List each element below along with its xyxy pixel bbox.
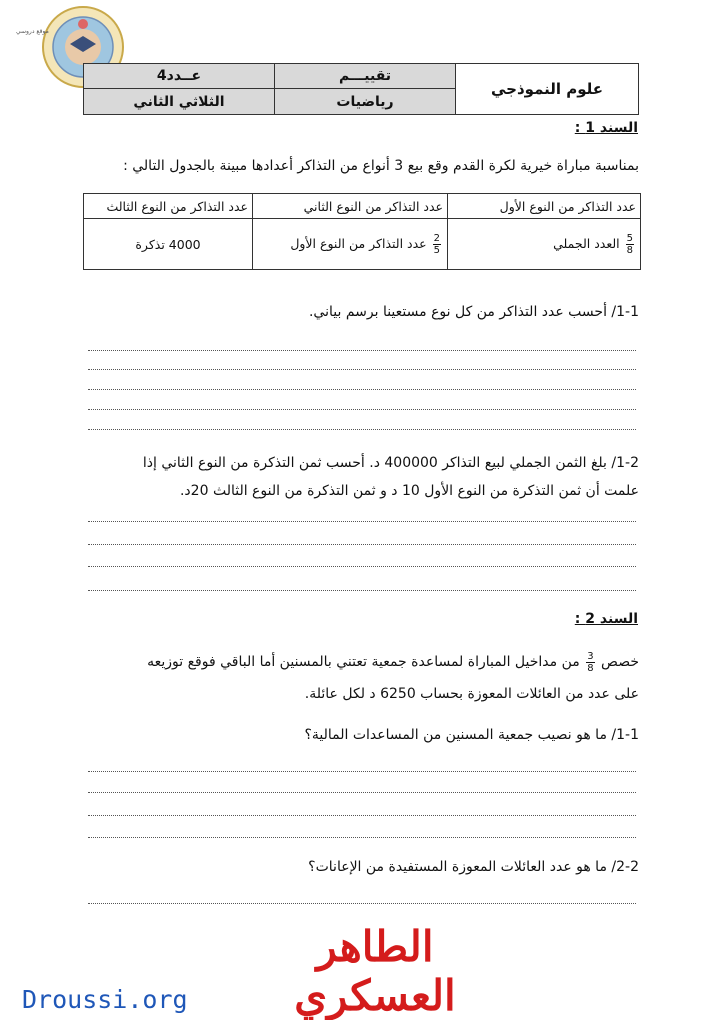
answer-line[interactable] [88, 903, 636, 904]
site-watermark: Droussi.org [22, 985, 188, 1014]
table-cell-type1: $\frac{5}{8}$ العدد الجملي [448, 219, 641, 270]
sanad1-question1: 1-1/ أحسب عدد التذاكر من كل نوع مستعينا برسم بياني. [308, 304, 639, 320]
author-signature: الطاهر العسكري [294, 922, 456, 1020]
header-term: الثلاثي الثاني [84, 89, 275, 114]
tickets-table [83, 193, 641, 270]
answer-line[interactable] [88, 409, 636, 410]
sanad1-question2-line2: علمت أن ثمن التذكرة من النوع الأول 10 د و ثمن التذكرة من النوع الثالث 20د. [179, 483, 639, 499]
fraction-3-8: $\frac{3}{8}$ [587, 650, 594, 674]
sanad1-question2-line1: 1-2/ بلغ الثمن الجملي لبيع التذاكر 400000 د. أحسب ثمن التذكرة من النوع الثاني إذا [142, 455, 639, 471]
table-header-type3: عدد التذاكر من النوع الثالث [84, 194, 253, 219]
sanad2-line2: على عدد من العائلات المعوزة بحساب 6250 د لكل عائلة. [304, 686, 639, 702]
table-cell-type3: 4000 تذكرة [84, 219, 253, 270]
fraction-2-5: $\frac{2}{5}$ [433, 232, 440, 256]
answer-line[interactable] [88, 815, 636, 816]
answer-line[interactable] [88, 369, 636, 370]
answer-line[interactable] [88, 521, 636, 522]
answer-line[interactable] [88, 837, 636, 838]
answer-line[interactable] [88, 544, 636, 545]
header-number: عــدد4 [84, 64, 275, 88]
sanad1-title: السند 1 : [574, 120, 638, 136]
answer-line[interactable] [88, 350, 636, 351]
sanad2-line1: خصص $\frac{3}{8}$ من مداخيل المباراة لمساعدة جمعية تعتني بالمسنين أما الباقي فوقع توزيعه [147, 650, 639, 674]
answer-line[interactable] [88, 792, 636, 793]
table-cell-type2: $\frac{2}{5}$ عدد التذاكر من النوع الأول [253, 219, 448, 270]
answer-line[interactable] [88, 771, 636, 772]
logo-caption: موقع دروسي [16, 28, 49, 35]
answer-line[interactable] [88, 566, 636, 567]
fraction-5-8: $\frac{5}{8}$ [626, 232, 633, 256]
header-evaluation: تقييـــم [338, 68, 392, 84]
sanad2-question1: 1-1/ ما هو نصيب جمعية المسنين من المساعدات المالية؟ [304, 727, 639, 743]
table-header-type1: عدد التذاكر من النوع الأول [448, 194, 641, 219]
answer-line[interactable] [88, 389, 636, 390]
sanad2-title: السند 2 : [574, 611, 638, 627]
header-subject-model: علوم النموذجي [455, 64, 638, 114]
answer-line[interactable] [88, 590, 636, 591]
header-subject: رياضيات [336, 93, 394, 110]
table-header-type2: عدد التذاكر من النوع الثاني [253, 194, 448, 219]
sanad2-question2: 2-2/ ما هو عدد العائلات المعوزة المستفيدة من الإعانات؟ [308, 859, 639, 875]
answer-line[interactable] [88, 429, 636, 430]
exam-header [83, 63, 639, 115]
sanad1-intro: بمناسبة مباراة خيرية لكرة القدم وقع بيع 3 أنواع من التذاكر أعدادها مبينة بالجدول التالي : [123, 158, 639, 174]
